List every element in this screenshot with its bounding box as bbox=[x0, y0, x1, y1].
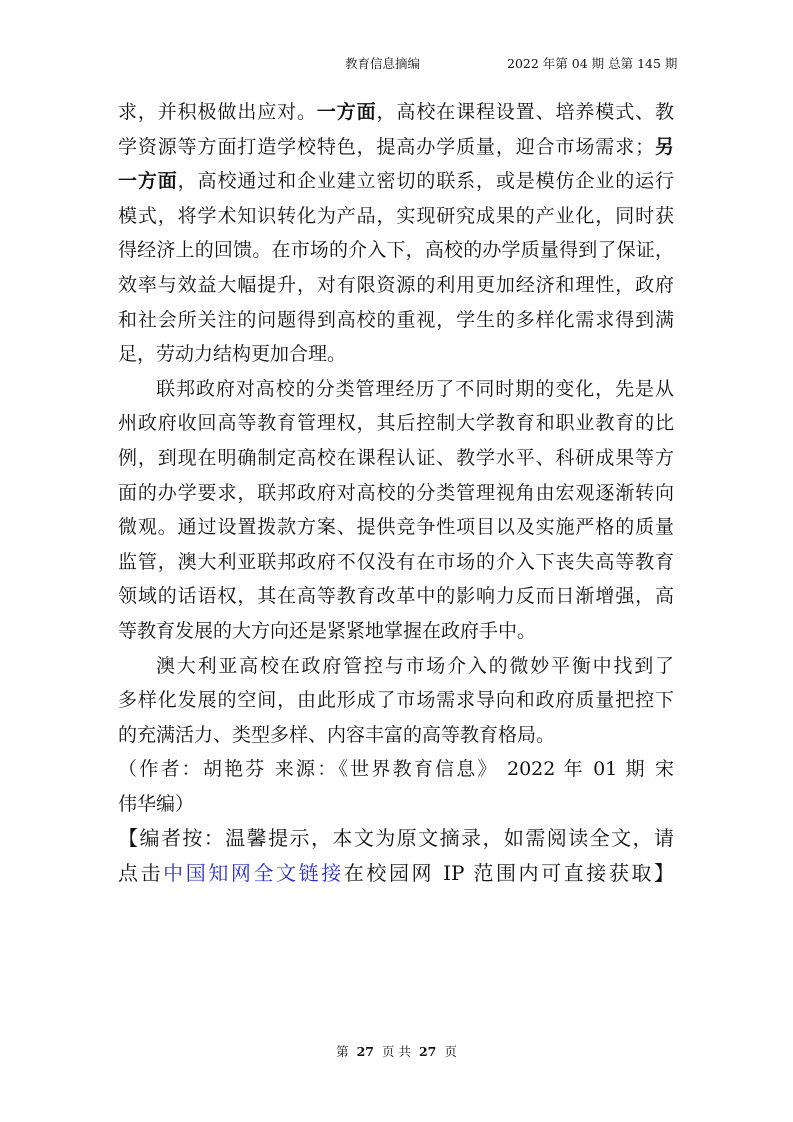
article-attribution bbox=[118, 752, 674, 821]
text-line: 面的办学要求，联邦政府对高校的分类管理视角由宏观逐渐转向 bbox=[118, 481, 674, 504]
attribution-line: （作者：胡艳芬 来源：《世界教育信息》 2022 年 01 期 宋 bbox=[118, 758, 674, 781]
cnki-fulltext-link[interactable]: 中国知网全文链接 bbox=[163, 861, 344, 886]
paragraph-3 bbox=[118, 649, 674, 753]
emphasis-second-aspect-end: 一方面 bbox=[118, 170, 178, 193]
text-line: 求，并积极做出应对。一方面，高校在课程设置、培养模式、教 bbox=[118, 101, 674, 123]
text-line: 学资源等方面打造学校特色，提高办学质量，迎合市场需求；另 bbox=[118, 135, 674, 158]
current-page-number: 27 bbox=[356, 1044, 375, 1059]
text-line: 的充满活力、类型多样、内容丰富的高等教育格局。 bbox=[118, 723, 556, 746]
text-line: 领域的话语权，其在高等教育改革中的影响力反而日渐增强，高 bbox=[118, 585, 674, 608]
article-body bbox=[118, 95, 674, 891]
text-line: 澳大利亚高校在政府管控与市场介入的微妙平衡中找到了 bbox=[156, 654, 674, 677]
page-header bbox=[0, 52, 793, 74]
text-line: 效率与效益大幅提升，对有限资源的利用更加经济和理性，政府 bbox=[118, 273, 674, 296]
text-line: 和社会所关注的问题得到高校的重视，学生的多样化需求得到满 bbox=[118, 308, 674, 331]
text-line: 微观。通过设置拨款方案、提供竞争性项目以及实施严格的质量 bbox=[118, 516, 674, 539]
attribution-line: 伟华编） bbox=[118, 792, 195, 815]
text-line: 多样化发展的空间，由此形成了市场需求导向和政府质量把控下 bbox=[118, 689, 674, 712]
editor-note-line: 点击中国知网全文链接在校园网 IP 范围内可直接获取】 bbox=[118, 861, 674, 886]
emphasis-second-aspect-start: 另 bbox=[654, 135, 674, 158]
total-page-count: 27 bbox=[418, 1044, 437, 1059]
editor-note bbox=[118, 821, 674, 890]
text-line: 模式，将学术知识转化为产品，实现研究成果的产业化，同时获 bbox=[118, 204, 674, 227]
header-divider bbox=[118, 76, 678, 77]
editor-note-line: 【编者按：温馨提示，本文为原文摘录，如需阅读全文，请 bbox=[118, 826, 674, 851]
paragraph-1 bbox=[118, 95, 674, 372]
text-line: 例，到现在明确制定高校在课程认证、教学水平、科研成果等方 bbox=[118, 446, 674, 469]
text-line: 监管，澳大利亚联邦政府不仅没有在市场的介入下丧失高等教育 bbox=[118, 550, 674, 573]
text-line: 等教育发展的大方向还是紧紧地掌握在政府手中。 bbox=[118, 619, 537, 642]
text-line: 州政府收回高等教育管理权，其后控制大学教育和职业教育的比 bbox=[118, 412, 674, 435]
text-line: 联邦政府对高校的分类管理经历了不同时期的变化，先是从 bbox=[156, 377, 674, 400]
text-line: 足，劳动力结构更加合理。 bbox=[118, 343, 347, 366]
publication-name: 教育信息摘编 bbox=[345, 56, 421, 71]
text-line: 得经济上的回馈。在市场的介入下，高校的办学质量得到了保证， bbox=[118, 239, 674, 262]
issue-number: 2022 年第 04 期 总第 145 期 bbox=[507, 56, 678, 71]
page-footer: 第 27 页 共 27 页 bbox=[336, 1044, 457, 1059]
text-line: 一方面，高校通过和企业建立密切的联系，或是模仿企业的运行 bbox=[118, 170, 674, 193]
emphasis-first-aspect: 一方面 bbox=[316, 101, 377, 123]
paragraph-2 bbox=[118, 372, 674, 649]
